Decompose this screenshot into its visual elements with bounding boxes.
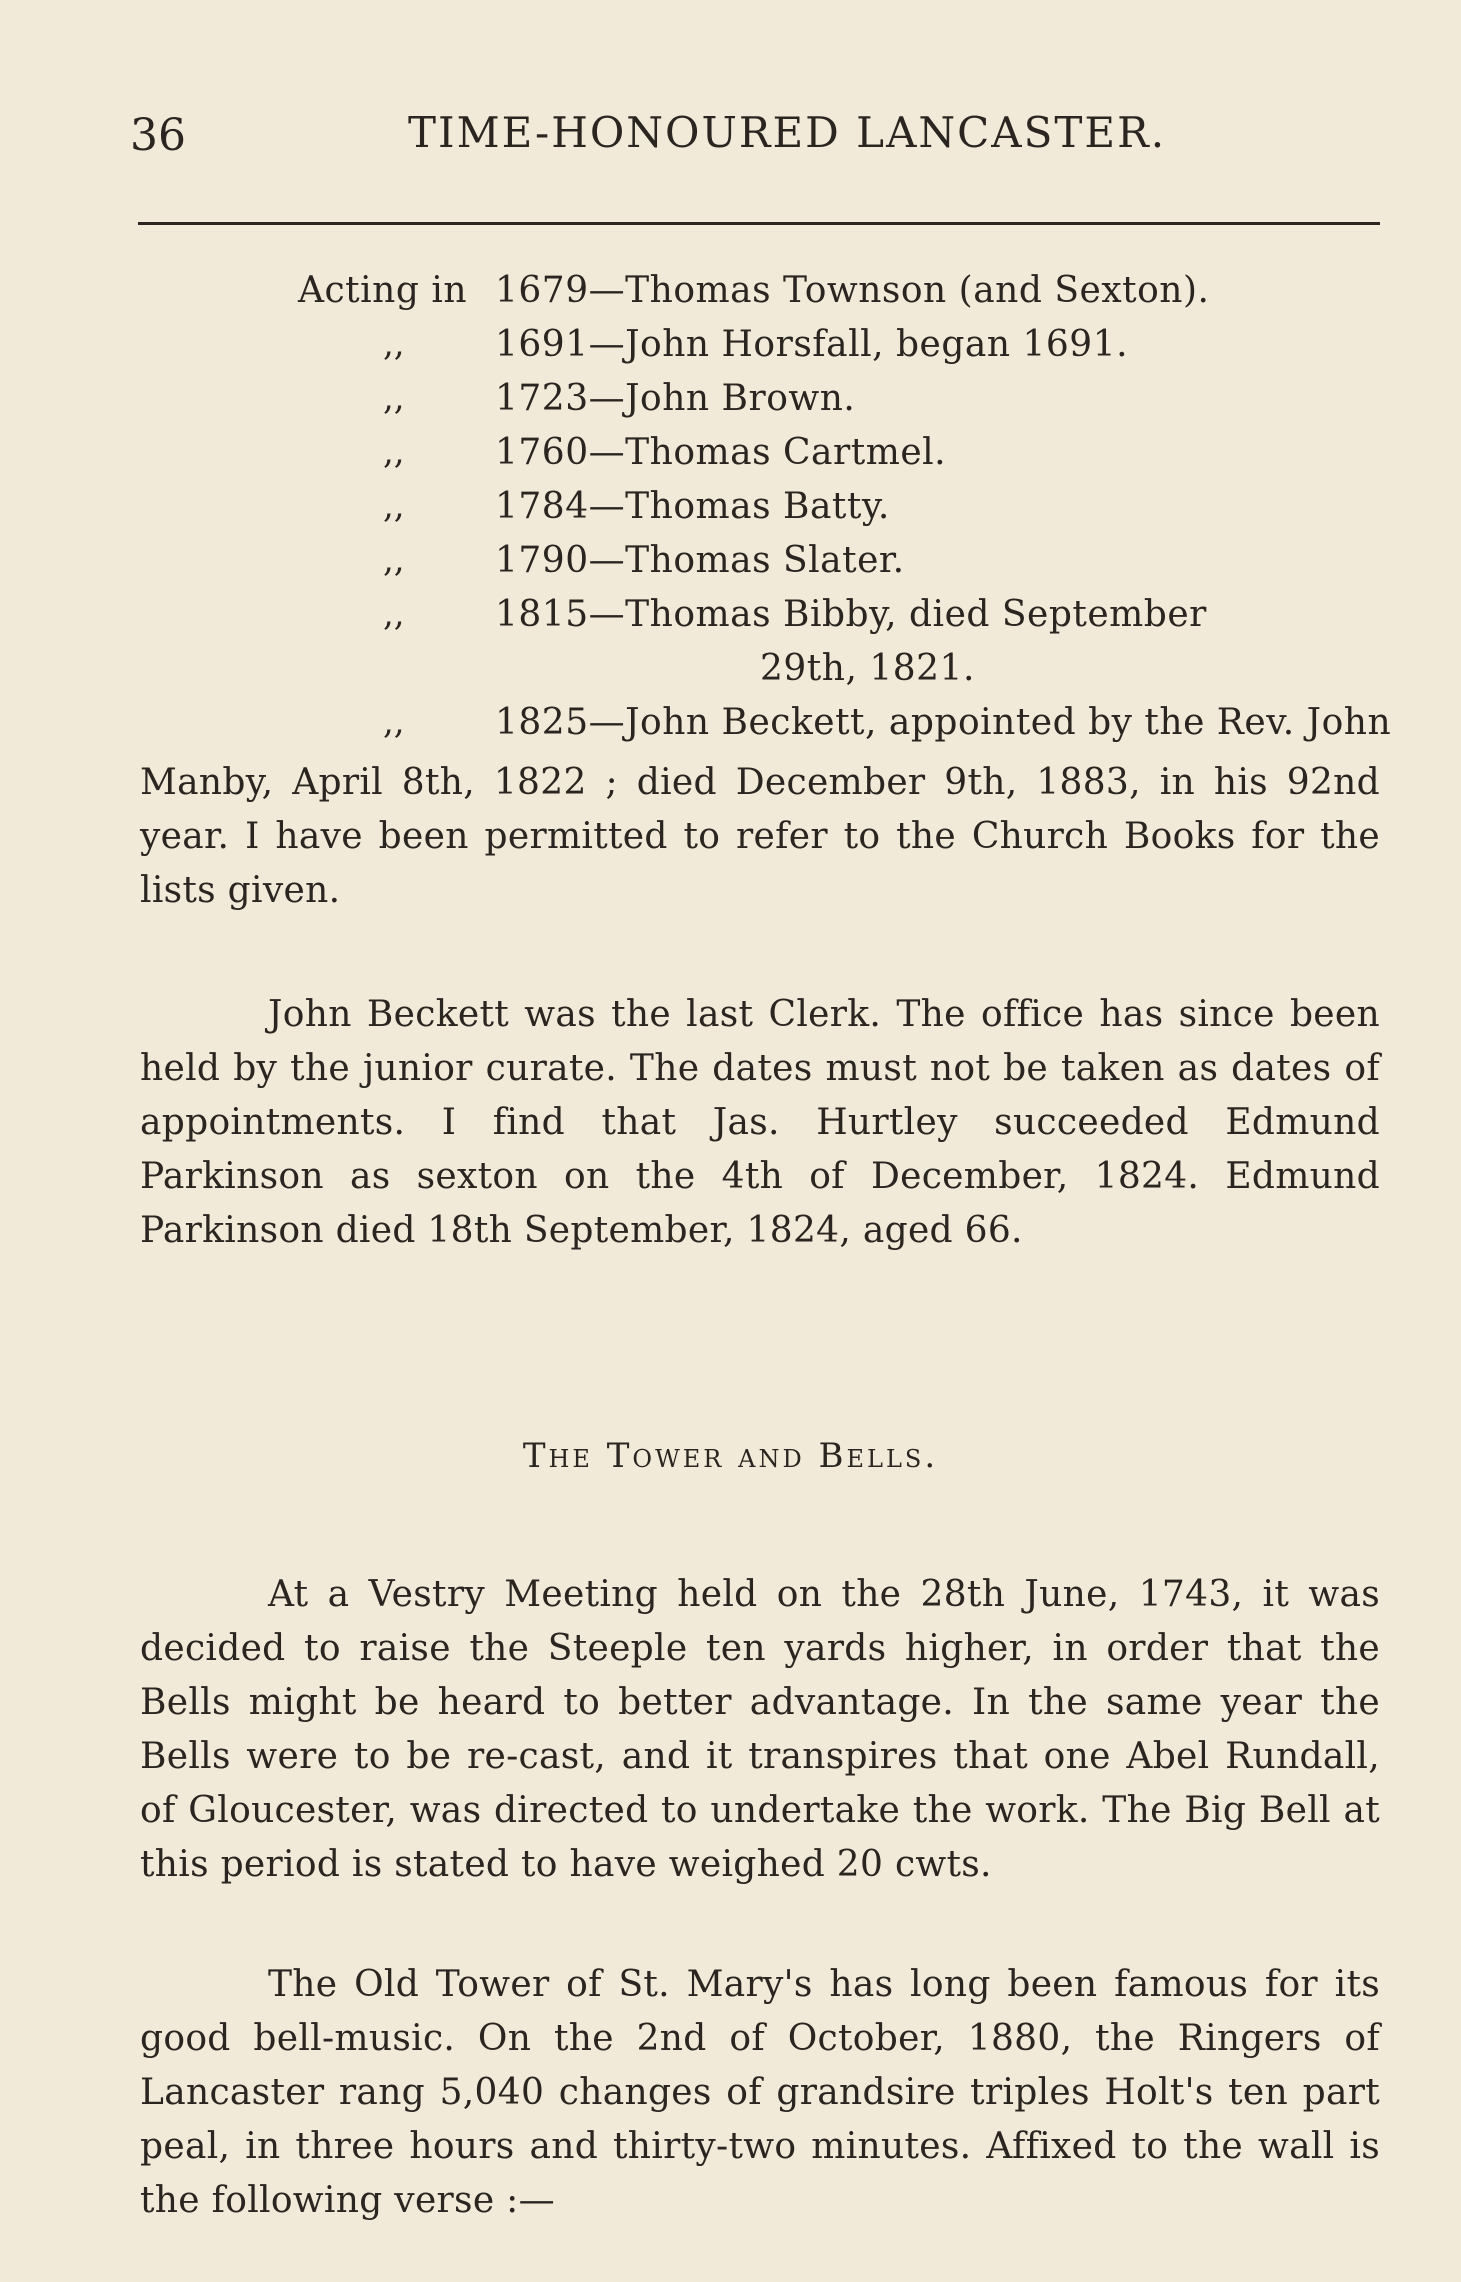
clerk-entry: 1815—Thomas Bibby, died September — [495, 594, 1207, 635]
clerks-lead: Acting in — [298, 270, 468, 311]
ditto-mark: ,, — [383, 324, 405, 364]
header-rule — [138, 222, 1380, 225]
section-title: The Tower and Bells. — [522, 1436, 939, 1476]
running-title: TIME-HONOURED LANCASTER. — [408, 108, 1167, 157]
ditto-mark: ,, — [383, 540, 405, 580]
ditto-mark: ,, — [383, 702, 405, 742]
clerk-entry-continuation: 29th, 1821. — [760, 648, 975, 689]
clerk-entry: 1784—Thomas Batty. — [495, 486, 890, 527]
page-number: 36 — [130, 110, 186, 161]
clerk-entry: 1723—John Brown. — [495, 378, 856, 419]
paragraph-beckett: John Beckett was the last Clerk. The office has since been held by the junior curate. The dates must not be taken as dates of appointments. I find that Jas. Hurtley succeeded Edmund Parkinson as sexton on the 4th of December, 1824. Edmund Parkinson died 18th September, 1824, aged 66. — [140, 994, 1380, 1251]
paragraph-vestry: At a Vestry Meeting held on the 28th June, 1743, it was decided to raise the Steeple ten yards higher, in order that the Bells might be heard to better advantage. In the same year the Bells were to be re-cast, and it transpires that one Abel Rundall, of Gloucester, was directed to undertake the work. The Big Bell at this period is stated to have weighed 20 cwts. — [140, 1574, 1380, 1885]
ditto-mark: ,, — [383, 378, 405, 418]
clerks-continuation: Manby, April 8th, 1822 ; died December 9th, 1883, in his 92nd year. I have been permitted to refer to the Church Books for the lists given. — [140, 762, 1380, 911]
ditto-mark: ,, — [383, 486, 405, 526]
clerk-entry: 1825—John Beckett, appointed by the Rev. John — [495, 702, 1392, 743]
clerk-entry: 1760—Thomas Cartmel. — [495, 432, 947, 473]
ditto-mark: ,, — [383, 594, 405, 634]
paragraph-tower: The Old Tower of St. Mary's has long been famous for its good bell-music. On the 2nd of October, 1880, the Ringers of Lancaster rang 5,040 changes of grandsire triples Holt's ten part peal, in three hours and thirty-two minutes. Affixed to the wall is the following verse :— — [140, 1964, 1380, 2221]
ditto-mark: ,, — [383, 432, 405, 472]
clerk-entry: 1691—John Horsfall, began 1691. — [495, 324, 1129, 365]
clerk-entry: 1790—Thomas Slater. — [495, 540, 905, 581]
clerk-entry: 1679—Thomas Townson (and Sexton). — [495, 270, 1210, 311]
